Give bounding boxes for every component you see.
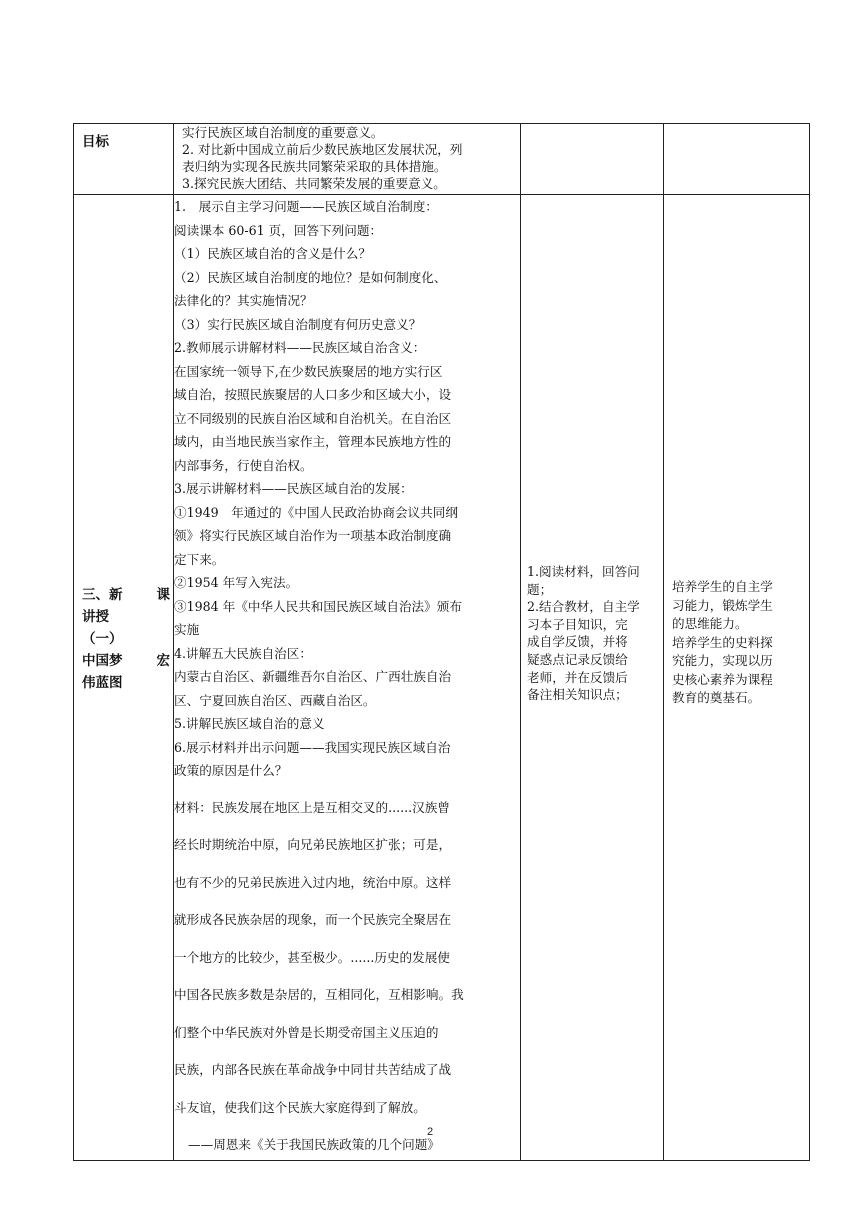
student-line: 题；	[527, 581, 553, 597]
material-line: 们整个中华民族对外曾是长期受帝国主义压迫的	[174, 1024, 439, 1040]
intent-line: 培养学生的自主学	[672, 579, 773, 594]
content-line: 5.讲解民族区域自治的意义	[174, 716, 325, 731]
goal-line: 3.探究民族大团结、共同繁荣发展的重要意义。	[182, 176, 446, 191]
goals-row	[74, 124, 810, 195]
material-line: 也有不少的兄弟民族进入过内地，统治中原。这样	[174, 874, 452, 890]
content-line: （3）实行民族区域自治制度有何历史意义？	[174, 316, 422, 332]
section-label-part: 讲授	[82, 609, 109, 625]
goals-content-cell	[174, 124, 521, 195]
quote-source: ——周恩来《关于我国民族政策的几个问题》	[188, 1137, 440, 1152]
material-quote	[174, 789, 520, 1161]
content-line: ③1984 年《中华人民共和国民族区域自治法》颁布	[174, 598, 462, 614]
intent-line: 究能力，实现以历	[672, 653, 773, 668]
content-line: 1. 展示自主学习问题——民族区域自治制度：	[174, 199, 438, 214]
content-line: 域内，由当地民族当家作主，管理本民族地方性的	[174, 434, 452, 449]
section-label-part: 伟蓝图	[82, 675, 123, 691]
goal-line: 实行民族区域自治制度的重要意义。	[182, 125, 384, 140]
design-intent-cell	[664, 195, 810, 1161]
content-line: 定下来。	[174, 551, 225, 567]
content-line: 区、宁夏回族自治区、西藏自治区。	[174, 692, 376, 708]
material-line: 中国各民族多数是杂居的，互相同化，互相影响。我	[174, 987, 464, 1002]
content-line: 4.讲解五大民族自治区：	[174, 645, 312, 661]
material-line: 一个地方的比较少，甚至极少。......历史的发展使	[174, 949, 450, 965]
intent-line: 培养学生的史料探	[672, 634, 773, 650]
student-line: 习本子目知识，完	[527, 616, 628, 632]
content-line: 内蒙古自治区、新疆维吾尔自治区、广西壮族自治	[174, 669, 452, 684]
section-label-cell	[74, 195, 174, 1161]
content-line: ②1954 年写入宪法。	[174, 575, 299, 590]
goals-empty-cell-4	[664, 124, 810, 195]
content-line: 实施	[174, 622, 200, 637]
material-line: 民族，内部各民族在革命战争中同甘共苦结成了战	[174, 1062, 452, 1077]
content-line: （2）民族区域自治制度的地位？是如何制度化、	[174, 269, 447, 285]
content-line: 立不同级别的民族自治区域和自治机关。在自治区	[174, 410, 452, 426]
goal-line: 2. 对比新中国成立前后少数民族地区发展状况，列	[182, 142, 463, 157]
goals-empty-cell-3	[521, 124, 664, 195]
content-line: 2.教师展示讲解材料——民族区域自治含义：	[174, 340, 426, 355]
content-line: 内部事务，行使自治权。	[174, 457, 313, 473]
teacher-content-cell	[174, 195, 521, 1161]
content-line: 在国家统一领导下,在少数民族聚居的地方实行区	[174, 363, 443, 379]
section-label-part: 课	[156, 587, 170, 603]
design-intent	[672, 578, 806, 708]
student-line: 2.结合教材，自主学	[527, 599, 640, 615]
intent-line: 史核心素养为课程	[672, 671, 773, 687]
student-activity	[527, 563, 659, 704]
material-line: 材料：民族发展在地区上是互相交叉的......汉族曾	[174, 799, 450, 815]
student-activity-cell	[521, 195, 664, 1161]
student-line: 备注相关知识点；	[527, 687, 628, 703]
content-line: ①1949 年通过的《中国人民政治协商会议共同纲	[174, 504, 458, 520]
section-label-part: （一）	[82, 631, 123, 647]
content-line: 3.展示讲解材料——民族区域自治的发展：	[174, 481, 413, 496]
student-line: 成自学反馈，并将	[527, 634, 628, 650]
content-line: 6.展示材料并出示问题——我国实现民族区域自治	[174, 739, 451, 755]
section-label-part: 三、新	[82, 587, 123, 603]
material-line: 斗友谊，使我们这个民族大家庭得到了解放。	[174, 1099, 426, 1115]
goals-label: 目标	[82, 134, 109, 150]
lesson-plan-table	[73, 123, 810, 1161]
student-line: 老师，并在反馈后	[527, 669, 628, 685]
content-line: （1）民族区域自治的含义是什么？	[174, 246, 371, 261]
section-label-part: 宏	[156, 653, 170, 669]
content-line: 政策的原因是什么？	[174, 763, 288, 778]
intent-line: 教育的奠基石。	[672, 690, 761, 705]
student-line: 1.阅读材料，回答问	[527, 564, 640, 579]
intent-line: 的思维能力。	[672, 616, 748, 631]
material-line: 经长时期统治中原，向兄弟民族地区扩张；可是，	[174, 837, 452, 852]
goal-line: 表归纳为实现各民族共同繁荣采取的具体措施。	[182, 159, 447, 174]
content-line: 阅读课本 60-61 页，回答下列问题：	[174, 222, 383, 238]
lecture-row	[74, 195, 810, 1161]
section-label-part: 中国梦	[82, 653, 123, 669]
goals-label-cell	[74, 124, 174, 195]
page-number: 2	[426, 1126, 434, 1138]
section-label	[82, 584, 170, 694]
content-line: 法律化的？其实施情况？	[174, 293, 313, 308]
content-line: 领》将实行民族区域自治作为一项基本政治制度确	[174, 528, 452, 543]
student-line: 疑惑点记录反馈给	[527, 651, 628, 667]
intent-line: 习能力，锻炼学生	[672, 597, 773, 613]
material-line: 就形成各民族杂居的现象，而一个民族完全聚居在	[174, 912, 452, 927]
content-line: 域自治，按照民族聚居的人口多少和区域大小，设	[174, 387, 452, 402]
